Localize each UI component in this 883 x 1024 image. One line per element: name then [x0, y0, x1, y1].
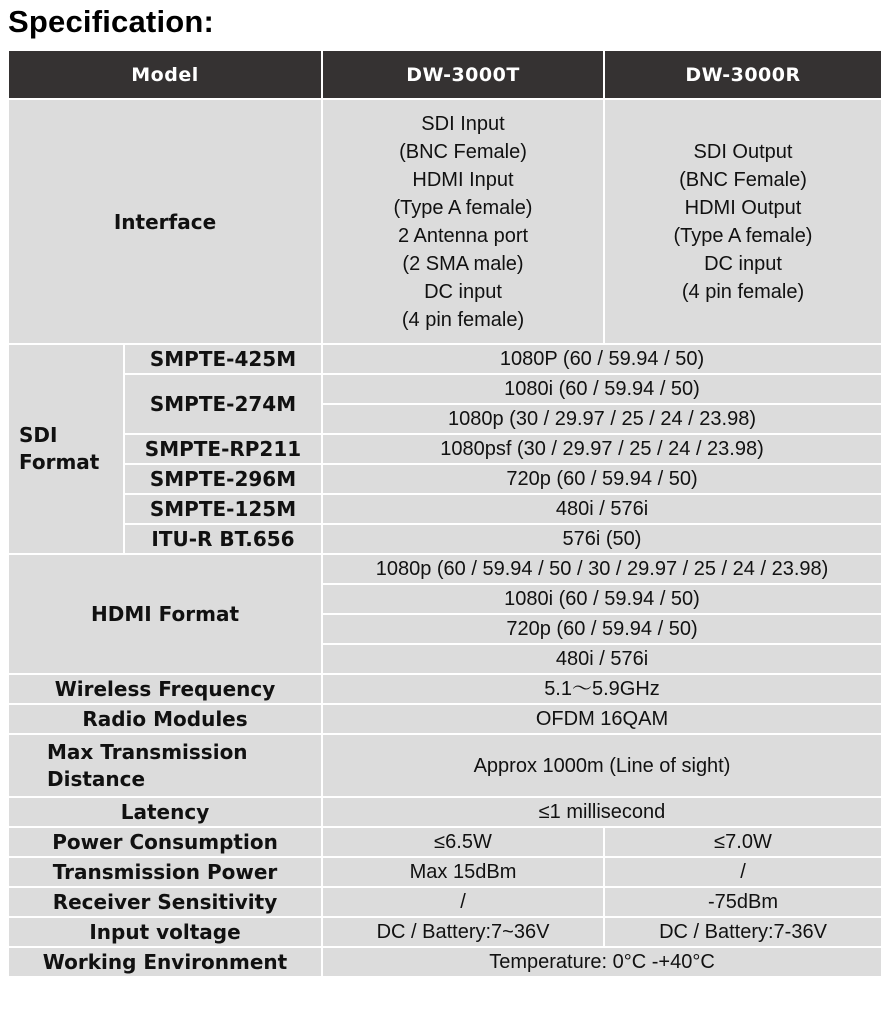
interface-tx-line: (BNC Female): [399, 140, 527, 163]
radio-modules-label: Radio Modules: [8, 704, 322, 734]
input-voltage-tx: DC / Battery:7~36V: [322, 917, 604, 947]
interface-rx-line: (Type A female): [673, 224, 813, 247]
row-hdmi-1: [8, 554, 882, 584]
receiver-sensitivity-rx: -75dBm: [604, 887, 882, 917]
sdi-value: 576i (50): [322, 524, 882, 554]
hdmi-value: 1080i (60 / 59.94 / 50): [322, 584, 882, 614]
interface-tx-line: SDI Input: [421, 112, 505, 135]
sdi-value: 1080i (60 / 59.94 / 50): [322, 374, 882, 404]
interface-tx-line: (2 SMA male): [402, 252, 524, 275]
working-environment-value: Temperature: 0°C -+40°C: [322, 947, 882, 977]
row-radio-modules: [8, 704, 882, 734]
row-receiver-sensitivity: [8, 887, 882, 917]
latency-label: Latency: [8, 797, 322, 827]
row-sdi-125m: [8, 494, 882, 524]
power-consumption-rx: ≤7.0W: [604, 827, 882, 857]
interface-rx-line: SDI Output: [693, 140, 793, 163]
input-voltage-rx: DC / Battery:7-36V: [604, 917, 882, 947]
header-model-tx: DW-3000T: [322, 50, 604, 99]
transmission-power-rx: /: [604, 857, 882, 887]
row-sdi-425m: [8, 344, 882, 374]
transmission-power-label: Transmission Power: [8, 857, 322, 887]
row-sdi-bt656: [8, 524, 882, 554]
hdmi-format-label: HDMI Format: [8, 554, 322, 674]
row-power-consumption: [8, 827, 882, 857]
transmission-power-tx: Max 15dBm: [322, 857, 604, 887]
row-working-environment: [8, 947, 882, 977]
wireless-frequency-value: 5.1〜5.9GHz: [322, 674, 882, 704]
interface-rx-line: (4 pin female): [681, 280, 805, 303]
max-distance-value: Approx 1000m (Line of sight): [322, 734, 882, 797]
interface-rx-line: DC input: [704, 252, 782, 275]
interface-tx-line: 2 Antenna port: [397, 224, 529, 247]
sdi-standard: ITU-R BT.656: [124, 524, 322, 554]
max-distance-label: [8, 734, 322, 797]
sdi-value: 1080p (30 / 29.97 / 25 / 24 / 23.98): [322, 404, 882, 434]
sdi-standard: SMPTE-125M: [124, 494, 322, 524]
interface-rx-line: (BNC Female): [679, 168, 807, 191]
sdi-standard: SMPTE-RP211: [124, 434, 322, 464]
receiver-sensitivity-tx: /: [322, 887, 604, 917]
header-model: Model: [8, 50, 322, 99]
row-interface: [8, 99, 882, 344]
wireless-frequency-label: Wireless Frequency: [8, 674, 322, 704]
interface-tx-line: DC input: [424, 280, 502, 303]
row-wireless-frequency: [8, 674, 882, 704]
latency-value: ≤1 millisecond: [322, 797, 882, 827]
row-transmission-power: [8, 857, 882, 887]
sdi-format-label-line1: SDI: [19, 423, 58, 447]
row-sdi-274m-a: [8, 374, 882, 404]
radio-modules-value: OFDM 16QAM: [322, 704, 882, 734]
max-distance-label-line1: Max Transmission: [47, 739, 248, 764]
row-sdi-296m: [8, 464, 882, 494]
interface-tx-line: HDMI Input: [412, 168, 514, 191]
input-voltage-label: Input voltage: [8, 917, 322, 947]
sdi-value: 1080P (60 / 59.94 / 50): [322, 344, 882, 374]
sdi-format-label: [8, 344, 124, 554]
interface-tx-line: (4 pin female): [401, 308, 525, 331]
interface-rx: [604, 99, 882, 344]
power-consumption-tx: ≤6.5W: [322, 827, 604, 857]
working-environment-label: Working Environment: [8, 947, 322, 977]
max-distance-label-line2: Distance: [47, 766, 146, 791]
row-latency: [8, 797, 882, 827]
hdmi-value: 720p (60 / 59.94 / 50): [322, 614, 882, 644]
header-model-rx: DW-3000R: [604, 50, 882, 99]
row-max-distance: [8, 734, 882, 797]
row-sdi-rp211: [8, 434, 882, 464]
sdi-standard: SMPTE-296M: [124, 464, 322, 494]
interface-tx: [322, 99, 604, 344]
interface-tx-line: (Type A female): [393, 196, 533, 219]
hdmi-value: 480i / 576i: [322, 644, 882, 674]
interface-label: Interface: [8, 99, 322, 344]
sdi-format-label-line2: Format: [19, 450, 100, 474]
sdi-value: 1080psf (30 / 29.97 / 25 / 24 / 23.98): [322, 434, 882, 464]
hdmi-value: 1080p (60 / 59.94 / 50 / 30 / 29.97 / 25 / 24 / 23.98): [322, 554, 882, 584]
sdi-standard: SMPTE-425M: [124, 344, 322, 374]
page-title: Specification:: [8, 4, 215, 39]
power-consumption-label: Power Consumption: [8, 827, 322, 857]
receiver-sensitivity-label: Receiver Sensitivity: [8, 887, 322, 917]
sdi-value: 720p (60 / 59.94 / 50): [322, 464, 882, 494]
interface-rx-line: HDMI Output: [684, 196, 802, 219]
spec-table: [7, 49, 883, 978]
sdi-value: 480i / 576i: [322, 494, 882, 524]
sdi-standard: SMPTE-274M: [124, 374, 322, 434]
header-row: [8, 50, 882, 99]
row-input-voltage: [8, 917, 882, 947]
